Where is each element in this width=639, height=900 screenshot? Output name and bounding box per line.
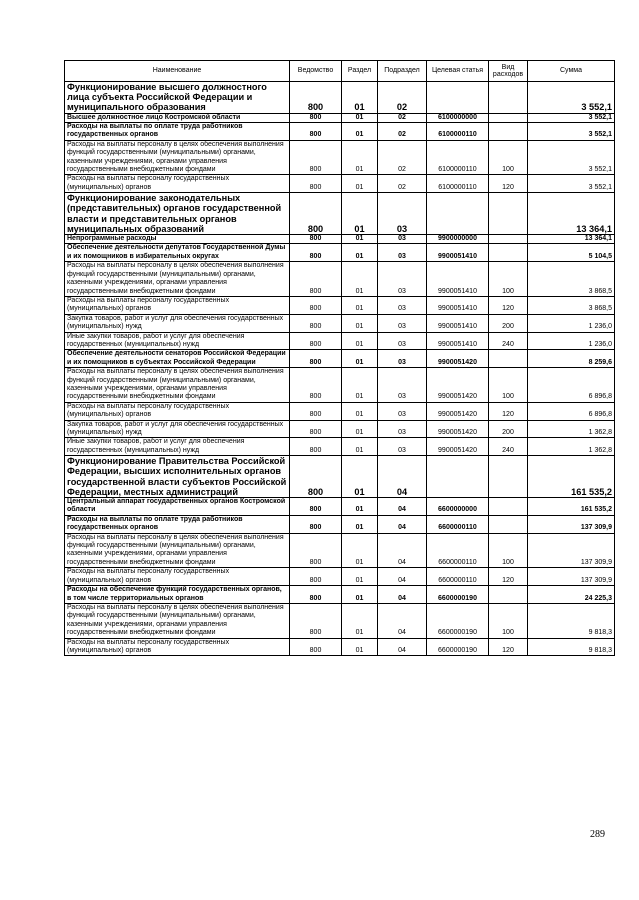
cell-ved: 800: [290, 262, 342, 297]
cell-podrazdel: 04: [378, 603, 427, 638]
cell-vid: 120: [489, 175, 528, 193]
cell-podrazdel: 04: [378, 568, 427, 586]
cell-cel: 9900000000: [427, 235, 489, 244]
cell-sum: 137 309,9: [528, 515, 615, 533]
cell-vid: [489, 350, 528, 368]
cell-ved: 800: [290, 515, 342, 533]
cell-podrazdel: 04: [378, 638, 427, 656]
table-row: [65, 586, 615, 604]
cell-podrazdel: 02: [378, 140, 427, 175]
cell-name: Расходы на выплаты персоналу государственных (муниципальных) органов: [65, 296, 290, 314]
cell-sum: 1 236,0: [528, 332, 615, 350]
table-row: [65, 113, 615, 122]
cell-name: Расходы на выплаты персоналу в целях обеспечения выполнения функций государственными (муниципальными) органами, казенными учреждениями, органами управления государственными внебюджетными фондами: [65, 533, 290, 568]
cell-name: Расходы на выплаты по оплате труда работников государственных органов: [65, 123, 290, 141]
cell-ved: 800: [290, 350, 342, 368]
cell-cel: 9900051420: [427, 438, 489, 456]
cell-razdel: 01: [342, 123, 378, 141]
cell-ved: 800: [290, 638, 342, 656]
cell-razdel: 01: [342, 113, 378, 122]
cell-ved: 800: [290, 533, 342, 568]
table-row: [65, 296, 615, 314]
cell-podrazdel: 02: [378, 82, 427, 114]
cell-name: Закупка товаров, работ и услуг для обеспечения государственных (муниципальных) нужд: [65, 420, 290, 438]
cell-vid: 200: [489, 314, 528, 332]
table-row: [65, 332, 615, 350]
header-ved: Ведомство: [290, 61, 342, 82]
cell-vid: [489, 244, 528, 262]
cell-vid: 120: [489, 402, 528, 420]
table-row: [65, 82, 615, 114]
cell-name: Функционирование законодательных (представительных) органов государственной власти и представительных органов муниципальных образований: [65, 193, 290, 235]
cell-razdel: 01: [342, 314, 378, 332]
cell-podrazdel: 02: [378, 175, 427, 193]
cell-sum: 137 309,9: [528, 533, 615, 568]
cell-vid: [489, 193, 528, 235]
cell-name: Функционирование высшего должностного лица субъекта Российской Федерации и муниципального образования: [65, 82, 290, 114]
cell-podrazdel: 03: [378, 296, 427, 314]
cell-cel: 9900051410: [427, 244, 489, 262]
cell-cel: 9900051410: [427, 332, 489, 350]
cell-ved: 800: [290, 603, 342, 638]
cell-razdel: 01: [342, 235, 378, 244]
cell-razdel: 01: [342, 332, 378, 350]
cell-podrazdel: 03: [378, 193, 427, 235]
header-name: Наименование: [65, 61, 290, 82]
cell-sum: 1 362,8: [528, 420, 615, 438]
cell-razdel: 01: [342, 568, 378, 586]
cell-ved: 800: [290, 314, 342, 332]
table-row: [65, 638, 615, 656]
cell-cel: [427, 82, 489, 114]
cell-vid: 240: [489, 332, 528, 350]
cell-cel: 6600000190: [427, 638, 489, 656]
cell-razdel: 01: [342, 533, 378, 568]
cell-name: Расходы на выплаты персоналу в целях обеспечения выполнения функций государственными (муниципальными) органами, казенными учреждениями, органами управления государственными внебюджетными фондами: [65, 368, 290, 403]
table-row: [65, 140, 615, 175]
cell-cel: 6600000190: [427, 603, 489, 638]
cell-podrazdel: 02: [378, 123, 427, 141]
cell-vid: [489, 123, 528, 141]
cell-podrazdel: 03: [378, 420, 427, 438]
cell-ved: 800: [290, 456, 342, 498]
cell-ved: 800: [290, 123, 342, 141]
cell-name: Иные закупки товаров, работ и услуг для обеспечения государственных (муниципальных) нужд: [65, 438, 290, 456]
table-row: [65, 314, 615, 332]
header-razdel: Раздел: [342, 61, 378, 82]
cell-cel: 6600000190: [427, 586, 489, 604]
cell-name: Расходы на обеспечение функций государственных органов, в том числе территориальных органов: [65, 586, 290, 604]
cell-vid: 100: [489, 603, 528, 638]
cell-sum: 161 535,2: [528, 498, 615, 516]
cell-sum: 13 364,1: [528, 193, 615, 235]
header-row: [65, 61, 615, 82]
cell-ved: 800: [290, 175, 342, 193]
cell-podrazdel: 02: [378, 113, 427, 122]
cell-cel: 9900051410: [427, 262, 489, 297]
cell-sum: 3 868,5: [528, 262, 615, 297]
cell-podrazdel: 04: [378, 533, 427, 568]
cell-name: Расходы на выплаты персоналу в целях обеспечения выполнения функций государственными (муниципальными) органами, казенными учреждениями, органами управления государственными внебюджетными фондами: [65, 140, 290, 175]
cell-sum: 1 362,8: [528, 438, 615, 456]
cell-vid: 100: [489, 140, 528, 175]
cell-vid: 100: [489, 368, 528, 403]
table-row: [65, 368, 615, 403]
table-row: [65, 515, 615, 533]
budget-table: [64, 60, 615, 656]
cell-cel: 9900051420: [427, 368, 489, 403]
cell-ved: 800: [290, 193, 342, 235]
cell-podrazdel: 03: [378, 314, 427, 332]
cell-cel: 9900051410: [427, 296, 489, 314]
cell-podrazdel: 04: [378, 515, 427, 533]
cell-razdel: 01: [342, 498, 378, 516]
cell-podrazdel: 04: [378, 498, 427, 516]
cell-cel: 6100000110: [427, 175, 489, 193]
cell-ved: 800: [290, 568, 342, 586]
cell-sum: 3 868,5: [528, 296, 615, 314]
cell-podrazdel: 03: [378, 235, 427, 244]
cell-name: Расходы на выплаты персоналу государственных (муниципальных) органов: [65, 568, 290, 586]
cell-razdel: 01: [342, 262, 378, 297]
cell-podrazdel: 03: [378, 262, 427, 297]
cell-cel: 6600000000: [427, 498, 489, 516]
cell-vid: 120: [489, 638, 528, 656]
table-row: [65, 123, 615, 141]
cell-sum: 3 552,1: [528, 82, 615, 114]
cell-ved: 800: [290, 235, 342, 244]
cell-podrazdel: 03: [378, 350, 427, 368]
cell-razdel: 01: [342, 244, 378, 262]
cell-ved: 800: [290, 332, 342, 350]
cell-podrazdel: 03: [378, 368, 427, 403]
table-row: [65, 262, 615, 297]
cell-name: Обеспечение деятельности сенаторов Российской Федерации и их помощников в субъектах Российской Федерации: [65, 350, 290, 368]
cell-sum: 161 535,2: [528, 456, 615, 498]
header-cel: Целевая статья: [427, 61, 489, 82]
cell-name: Закупка товаров, работ и услуг для обеспечения государственных (муниципальных) нужд: [65, 314, 290, 332]
cell-name: Расходы на выплаты персоналу государственных (муниципальных) органов: [65, 402, 290, 420]
table-body: [65, 82, 615, 656]
table-row: [65, 438, 615, 456]
cell-name: Высшее должностное лицо Костромской области: [65, 113, 290, 122]
table-row: [65, 420, 615, 438]
cell-name: Иные закупки товаров, работ и услуг для обеспечения государственных (муниципальных) нужд: [65, 332, 290, 350]
cell-podrazdel: 03: [378, 402, 427, 420]
cell-vid: [489, 456, 528, 498]
cell-podrazdel: 03: [378, 332, 427, 350]
cell-sum: 5 104,5: [528, 244, 615, 262]
table-row: [65, 402, 615, 420]
cell-sum: 13 364,1: [528, 235, 615, 244]
cell-vid: 120: [489, 296, 528, 314]
table-row: [65, 175, 615, 193]
table-row: [65, 193, 615, 235]
cell-vid: [489, 515, 528, 533]
cell-razdel: 01: [342, 296, 378, 314]
cell-cel: 6600000110: [427, 515, 489, 533]
cell-razdel: 01: [342, 603, 378, 638]
cell-cel: 6100000110: [427, 140, 489, 175]
header-vid: Вид расходов: [489, 61, 528, 82]
cell-name: Расходы на выплаты персоналу в целях обеспечения выполнения функций государственными (муниципальными) органами, казенными учреждениями, органами управления государственными внебюджетными фондами: [65, 603, 290, 638]
cell-sum: 3 552,1: [528, 175, 615, 193]
cell-cel: [427, 193, 489, 235]
cell-vid: [489, 498, 528, 516]
cell-podrazdel: 04: [378, 586, 427, 604]
table-row: [65, 603, 615, 638]
cell-ved: 800: [290, 82, 342, 114]
cell-name: Функционирование Правительства Российской Федерации, высших исполнительных органов государственной власти субъектов Российской Федерации, местных администраций: [65, 456, 290, 498]
cell-sum: 24 225,3: [528, 586, 615, 604]
cell-razdel: 01: [342, 175, 378, 193]
cell-cel: 9900051420: [427, 350, 489, 368]
cell-sum: 6 896,8: [528, 368, 615, 403]
cell-name: Непрограммные расходы: [65, 235, 290, 244]
cell-vid: [489, 82, 528, 114]
cell-name: Расходы на выплаты персоналу в целях обеспечения выполнения функций государственными (муниципальными) органами, казенными учреждениями, органами управления государственными внебюджетными фондами: [65, 262, 290, 297]
cell-cel: 9900051420: [427, 402, 489, 420]
cell-vid: 100: [489, 533, 528, 568]
cell-ved: 800: [290, 244, 342, 262]
cell-ved: 800: [290, 586, 342, 604]
cell-razdel: 01: [342, 515, 378, 533]
cell-ved: 800: [290, 140, 342, 175]
table-row: [65, 235, 615, 244]
header-sum: Сумма: [528, 61, 615, 82]
cell-ved: 800: [290, 438, 342, 456]
table-row: [65, 568, 615, 586]
cell-vid: 120: [489, 568, 528, 586]
cell-cel: 6100000110: [427, 123, 489, 141]
page-number: 289: [590, 829, 605, 840]
cell-vid: 200: [489, 420, 528, 438]
cell-sum: 3 552,1: [528, 123, 615, 141]
cell-razdel: 01: [342, 193, 378, 235]
cell-razdel: 01: [342, 140, 378, 175]
cell-name: Расходы на выплаты персоналу государственных (муниципальных) органов: [65, 175, 290, 193]
header-podrazdel: Подраздел: [378, 61, 427, 82]
table-row: [65, 533, 615, 568]
cell-sum: 1 236,0: [528, 314, 615, 332]
cell-razdel: 01: [342, 350, 378, 368]
cell-ved: 800: [290, 420, 342, 438]
cell-name: Расходы на выплаты по оплате труда работников государственных органов: [65, 515, 290, 533]
cell-podrazdel: 04: [378, 456, 427, 498]
cell-ved: 800: [290, 113, 342, 122]
cell-vid: 100: [489, 262, 528, 297]
table-row: [65, 456, 615, 498]
cell-sum: 9 818,3: [528, 638, 615, 656]
cell-razdel: 01: [342, 368, 378, 403]
cell-razdel: 01: [342, 586, 378, 604]
cell-razdel: 01: [342, 638, 378, 656]
cell-name: Обеспечение деятельности депутатов Государственной Думы и их помощников в избирательных округах: [65, 244, 290, 262]
cell-sum: 6 896,8: [528, 402, 615, 420]
cell-sum: 3 552,1: [528, 113, 615, 122]
cell-sum: 8 259,6: [528, 350, 615, 368]
cell-razdel: 01: [342, 82, 378, 114]
cell-name: Расходы на выплаты персоналу государственных (муниципальных) органов: [65, 638, 290, 656]
cell-name: Центральный аппарат государственных органов Костромской области: [65, 498, 290, 516]
cell-cel: [427, 456, 489, 498]
cell-ved: 800: [290, 402, 342, 420]
cell-razdel: 01: [342, 402, 378, 420]
cell-ved: 800: [290, 296, 342, 314]
table-header: [65, 61, 615, 82]
table-row: [65, 350, 615, 368]
cell-vid: 240: [489, 438, 528, 456]
cell-vid: [489, 113, 528, 122]
cell-podrazdel: 03: [378, 438, 427, 456]
cell-ved: 800: [290, 498, 342, 516]
cell-cel: 6600000110: [427, 568, 489, 586]
cell-sum: 9 818,3: [528, 603, 615, 638]
cell-razdel: 01: [342, 456, 378, 498]
cell-razdel: 01: [342, 438, 378, 456]
table-row: [65, 498, 615, 516]
cell-podrazdel: 03: [378, 244, 427, 262]
cell-cel: 6100000000: [427, 113, 489, 122]
cell-razdel: 01: [342, 420, 378, 438]
cell-sum: 137 309,9: [528, 568, 615, 586]
table-row: [65, 244, 615, 262]
cell-cel: 9900051420: [427, 420, 489, 438]
cell-vid: [489, 586, 528, 604]
cell-vid: [489, 235, 528, 244]
cell-ved: 800: [290, 368, 342, 403]
cell-sum: 3 552,1: [528, 140, 615, 175]
cell-cel: 6600000110: [427, 533, 489, 568]
cell-cel: 9900051410: [427, 314, 489, 332]
